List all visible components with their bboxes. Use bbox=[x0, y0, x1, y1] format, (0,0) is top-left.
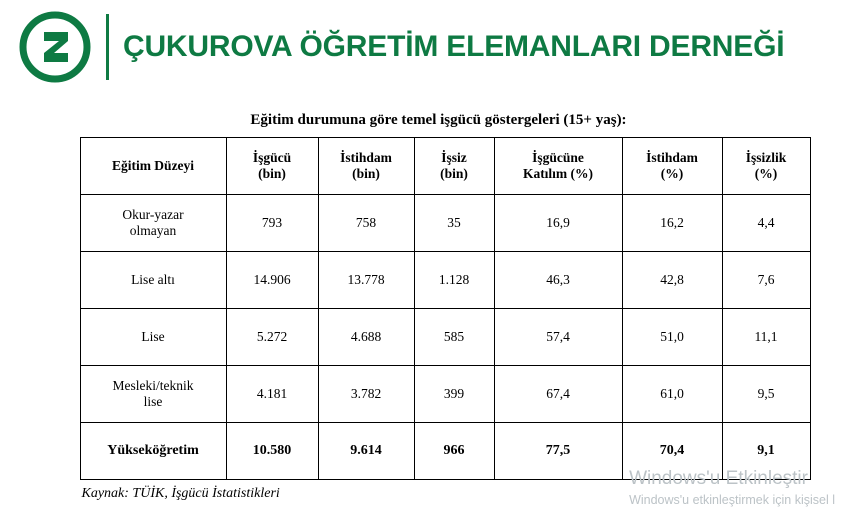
cell-employment-rate: 61,0 bbox=[622, 366, 722, 423]
cell-employment-thousand: 9.614 bbox=[318, 423, 414, 480]
organization-title: ÇUKUROVA ÖĞRETİM ELEMANLARI DERNEĞİ bbox=[123, 30, 785, 63]
row-label-line-2: lise bbox=[143, 394, 163, 409]
column-header-labour-force bbox=[226, 138, 318, 195]
header-line-2: (bin) bbox=[440, 166, 468, 181]
cell-unemployed-thousand: 1.128 bbox=[414, 252, 494, 309]
header-line-1: İşsiz bbox=[441, 150, 467, 166]
row-label: Lise altı bbox=[80, 252, 226, 309]
cell-employment-rate: 70,4 bbox=[622, 423, 722, 480]
row-label-line-1: Mesleki/teknik bbox=[112, 377, 194, 393]
column-header-unemployment-rate bbox=[722, 138, 810, 195]
column-header-education-level bbox=[80, 138, 226, 195]
cell-labour-force: 14.906 bbox=[226, 252, 318, 309]
cell-labour-force: 5.272 bbox=[226, 309, 318, 366]
table-header-row bbox=[80, 138, 810, 195]
cell-participation-rate: 57,4 bbox=[494, 309, 622, 366]
header-line-1: İşsizlik bbox=[745, 150, 787, 166]
table-row bbox=[80, 195, 810, 252]
header-line-2: (bin) bbox=[258, 166, 286, 181]
header-divider bbox=[106, 14, 109, 80]
cell-employment-rate: 16,2 bbox=[622, 195, 722, 252]
header-line-1: İşgücüne bbox=[532, 150, 584, 166]
table-row bbox=[80, 252, 810, 309]
row-label bbox=[80, 366, 226, 423]
cell-participation-rate: 16,9 bbox=[494, 195, 622, 252]
header-line-1: İstihdam bbox=[340, 150, 392, 166]
row-label-line-2: olmayan bbox=[129, 223, 177, 238]
cell-labour-force: 4.181 bbox=[226, 366, 318, 423]
cell-unemployed-thousand: 399 bbox=[414, 366, 494, 423]
cell-unemployment-rate: 9,1 bbox=[722, 423, 810, 480]
column-header-employment-thousand bbox=[318, 138, 414, 195]
column-header-participation-rate bbox=[494, 138, 622, 195]
header-line-1: İşgücü bbox=[252, 150, 292, 166]
row-label: Yükseköğretim bbox=[80, 423, 226, 480]
page-header bbox=[0, 0, 859, 86]
column-header-unemployed-thousand bbox=[414, 138, 494, 195]
table-row bbox=[80, 366, 810, 423]
cell-unemployment-rate: 7,6 bbox=[722, 252, 810, 309]
cell-unemployment-rate: 9,5 bbox=[722, 366, 810, 423]
row-label bbox=[80, 195, 226, 252]
header-line-1: Eğitim Düzeyi bbox=[111, 158, 195, 174]
association-logo-icon bbox=[18, 10, 92, 84]
row-label: Lise bbox=[80, 309, 226, 366]
labour-force-statistics-table bbox=[80, 137, 811, 480]
cell-unemployment-rate: 4,4 bbox=[722, 195, 810, 252]
cell-employment-thousand: 758 bbox=[318, 195, 414, 252]
cell-labour-force: 793 bbox=[226, 195, 318, 252]
watermark-title: Windows'u Etkinleştir bbox=[629, 468, 808, 490]
document-body bbox=[0, 86, 859, 502]
watermark-subtitle: Windows'u etkinleştirmek için kişisel l bbox=[629, 493, 835, 507]
cell-employment-thousand: 4.688 bbox=[318, 309, 414, 366]
cell-employment-thousand: 13.778 bbox=[318, 252, 414, 309]
cell-participation-rate: 77,5 bbox=[494, 423, 622, 480]
table-source-note: Kaynak: TÜİK, İşgücü İstatistikleri bbox=[81, 486, 280, 501]
table-row bbox=[80, 309, 810, 366]
cell-employment-thousand: 3.782 bbox=[318, 366, 414, 423]
cell-participation-rate: 67,4 bbox=[494, 366, 622, 423]
column-header-employment-rate bbox=[622, 138, 722, 195]
cell-participation-rate: 46,3 bbox=[494, 252, 622, 309]
cell-employment-rate: 51,0 bbox=[622, 309, 722, 366]
cell-unemployed-thousand: 35 bbox=[414, 195, 494, 252]
header-line-2: (%) bbox=[754, 166, 778, 181]
statistics-table-container bbox=[80, 137, 787, 480]
row-label-line-1: Okur-yazar bbox=[122, 206, 184, 222]
table-caption: Eğitim durumuna göre temel işgücü göstergeleri (15+ yaş): bbox=[250, 112, 627, 128]
cell-labour-force: 10.580 bbox=[226, 423, 318, 480]
cell-employment-rate: 42,8 bbox=[622, 252, 722, 309]
header-line-2: (%) bbox=[660, 166, 684, 181]
header-line-1: İstihdam bbox=[646, 150, 698, 166]
table-row bbox=[80, 423, 810, 480]
cell-unemployed-thousand: 585 bbox=[414, 309, 494, 366]
cell-unemployed-thousand: 966 bbox=[414, 423, 494, 480]
cell-unemployment-rate: 11,1 bbox=[722, 309, 810, 366]
header-line-2: (bin) bbox=[352, 166, 380, 181]
header-line-2: Katılım (%) bbox=[522, 166, 594, 181]
